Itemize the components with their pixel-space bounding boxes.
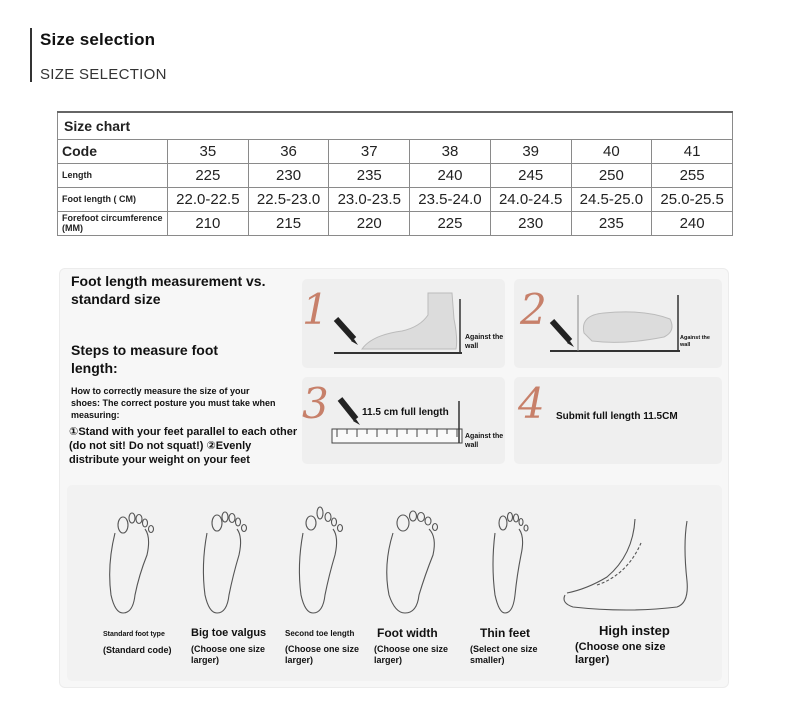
table-cell: 225 (410, 211, 491, 235)
page-subtitle: SIZE SELECTION (40, 66, 167, 83)
table-cell: 22.5-23.0 (248, 187, 329, 211)
size-chart-table (57, 111, 733, 236)
table-cell: 230 (248, 163, 329, 187)
ruler-illustration (302, 377, 505, 464)
table-cell: 22.0-22.5 (168, 187, 249, 211)
table-cell: 220 (329, 211, 410, 235)
step-1-box (302, 279, 505, 368)
table-cell: 250 (571, 163, 652, 187)
steps-intro: How to correctly measure the size of your shoes: The correct posture you must take when measuring: (71, 386, 276, 420)
table-cell: 230 (490, 211, 571, 235)
table-cell: 24.0-24.5 (490, 187, 571, 211)
foot-type-note: (Choose one size larger) (191, 644, 266, 665)
foot-type-name: Standard foot type (103, 631, 165, 638)
size-chart-title: Size chart (58, 112, 733, 139)
foot-type-note: (Choose one size larger) (285, 644, 360, 665)
foot-type-name: High instep (599, 623, 670, 638)
step-number: 4 (518, 379, 545, 428)
table-cell: 240 (652, 211, 733, 235)
foot-type-name: Foot width (377, 626, 438, 640)
table-cell: 240 (410, 163, 491, 187)
foot-type-note: (Choose one size larger) (575, 641, 666, 666)
foot-wall-illustration (514, 279, 722, 368)
against-wall-label: Against the wall (465, 433, 504, 449)
table-cell: 41 (652, 139, 733, 163)
table-row (58, 163, 733, 187)
table-cell: 37 (329, 139, 410, 163)
table-cell: 39 (490, 139, 571, 163)
table-row (58, 187, 733, 211)
full-length-label: 11.5 cm full length (362, 407, 449, 418)
foot-type-name: Thin feet (480, 626, 530, 640)
table-cell: 235 (329, 163, 410, 187)
step-number: 2 (520, 285, 547, 334)
measurement-panel (59, 268, 729, 688)
foot-type-note: (Standard code) (103, 645, 172, 655)
foot-type-name: Second toe length (285, 629, 355, 638)
foot-wall-illustration (302, 279, 505, 368)
table-cell: 36 (248, 139, 329, 163)
foot-types-box (67, 485, 722, 681)
table-cell: 23.5-24.0 (410, 187, 491, 211)
foot-type-note: (Select one size smaller) (470, 644, 538, 665)
table-cell: 40 (571, 139, 652, 163)
table-cell: 35 (168, 139, 249, 163)
size-chart-title-row (58, 112, 733, 139)
foot-type-note: (Choose one size larger) (374, 644, 449, 665)
table-cell: 215 (248, 211, 329, 235)
row-label: Code (58, 139, 168, 163)
against-wall-label: Against the wall (680, 335, 710, 348)
step-4-box (514, 377, 722, 464)
step-number: 3 (302, 379, 329, 428)
measure-title: Foot length measurement vs. standard size (71, 273, 266, 307)
table-cell: 25.0-25.5 (652, 187, 733, 211)
steps-instructions: ①Stand with your feet parallel to each other (do not sit! Do not squat!) ②Evenly distribute your weight on your feet (69, 426, 298, 466)
table-cell: 235 (571, 211, 652, 235)
table-cell: 245 (490, 163, 571, 187)
submit-label: Submit full length 11.5CM (556, 411, 678, 422)
against-wall-label: Against the wall (465, 334, 504, 350)
step-3-box (302, 377, 505, 464)
page-title: Size selection (40, 30, 156, 49)
table-cell: 255 (652, 163, 733, 187)
table-cell: 210 (168, 211, 249, 235)
foot-type-name: Big toe valgus (191, 627, 267, 639)
row-label: Foot length ( CM) (58, 187, 168, 211)
row-label: Length (58, 163, 168, 187)
step-number: 1 (302, 285, 329, 334)
table-cell: 225 (168, 163, 249, 187)
section-header (30, 28, 167, 82)
row-label: Forefoot circumference (MM) (58, 211, 168, 235)
table-row (58, 211, 733, 235)
step-2-box (514, 279, 722, 368)
table-cell: 38 (410, 139, 491, 163)
table-row (58, 139, 733, 163)
table-cell: 24.5-25.0 (571, 187, 652, 211)
steps-title: Steps to measure foot length: (71, 342, 219, 376)
table-cell: 23.0-23.5 (329, 187, 410, 211)
